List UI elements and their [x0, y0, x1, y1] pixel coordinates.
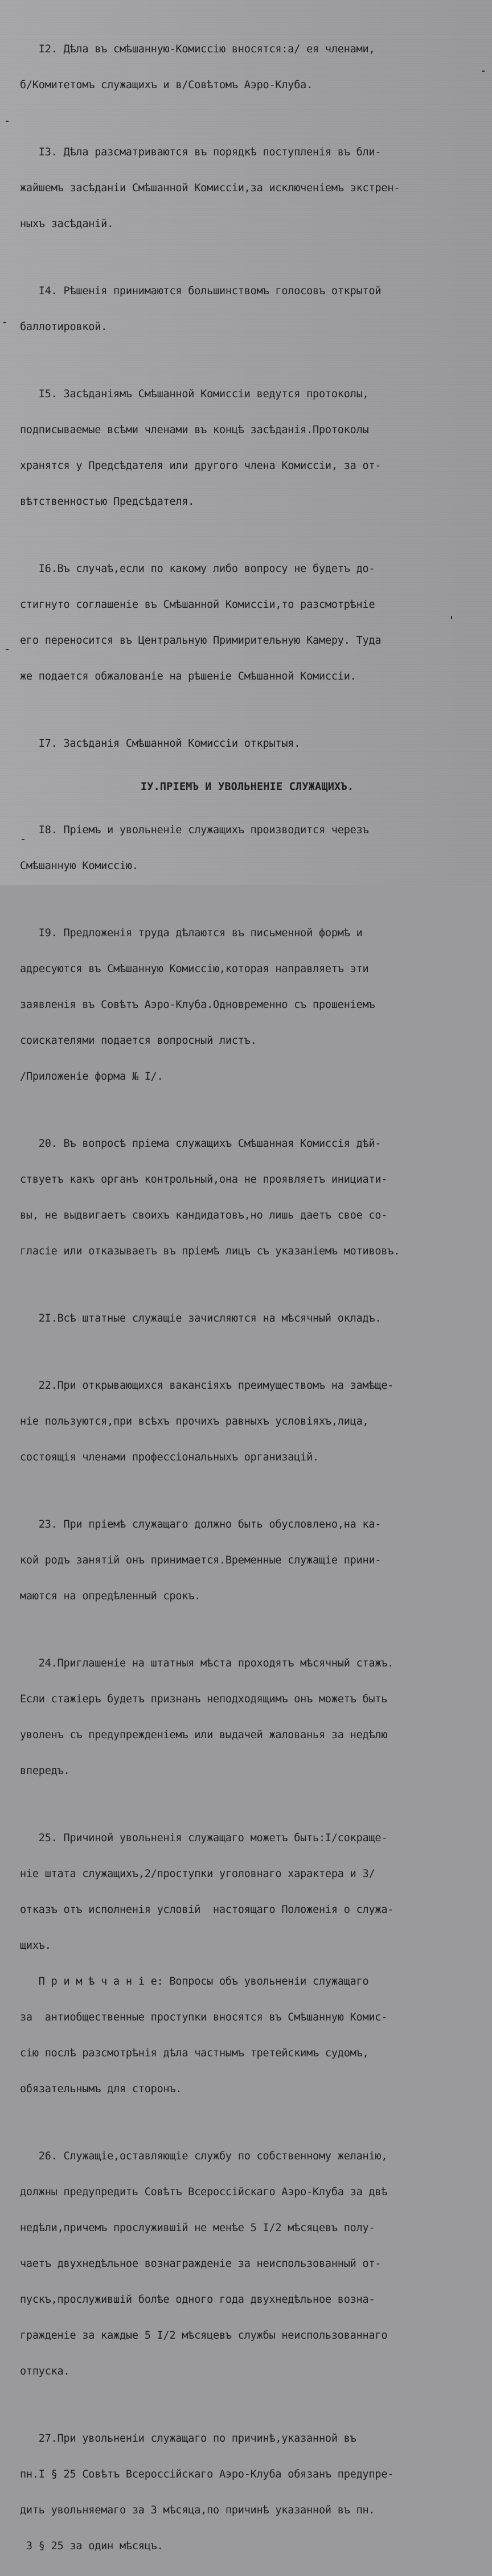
- text-line: Если стажіеръ будетъ признанъ неподходящимъ онъ можетъ быть: [14, 1693, 388, 1705]
- text-line: ніе пользуются,при всѣхъ прочихъ равныхъ условіяхъ,лица,: [14, 1415, 369, 1427]
- paragraph-23: [14, 1495, 481, 1626]
- text-line: 24.Приглашеніе на штатныя мѣста проходятъ мѣсячный стажъ.: [14, 1657, 394, 1669]
- text-line: должны предупредить Совѣтъ Всероссійскаго Аэро-Клуба за двѣ: [14, 2186, 388, 2198]
- text-line: кой родъ занятій онъ принимается.Временные служащіе прини-: [14, 1554, 382, 1566]
- section-heading: IУ.ПРІЕМЪ И УВОЛЬНЕНІЕ СЛУЖАЩИХЪ.: [140, 781, 354, 793]
- typed-page: [14, 19, 481, 2576]
- text-line: чаетъ двухнедѣльное вознагражденіе за неиспользованный от-: [14, 2258, 382, 2270]
- text-line: Смѣшанную Комиссію.: [14, 860, 138, 872]
- text-line: отказъ отъ исполненія условій настоящаго Положенія о служа-: [14, 1904, 394, 1916]
- margin-mark: [6, 121, 9, 122]
- note-line: за антиобщественные проступки вносятся въ Смѣшанную Комис-: [14, 2011, 388, 2023]
- paragraph-24: [14, 1633, 481, 1801]
- text-line: гражденіе за каждые 5 I/2 мѣсяцевъ службы неиспользованнаго: [14, 2330, 388, 2342]
- note-line: обязательнымъ для сторонъ.: [14, 2083, 182, 2095]
- text-line: б/Комитетомъ служащихъ и в/Совѣтомъ Аэро-Клуба.: [14, 79, 313, 91]
- text-line: недѣли,причемъ прослужившій не менѣе 5 I/2 мѣсяцевъ полу-: [14, 2222, 375, 2234]
- text-line: стигнуто соглашеніе въ Смѣшанной Комиссіи,то разсмотрѣніе: [14, 599, 375, 611]
- text-line: маются на опредѣленный срокъ.: [14, 1590, 201, 1602]
- paragraph-12: [14, 19, 481, 115]
- paragraph-18: [14, 800, 481, 896]
- margin-mark: [6, 649, 9, 650]
- text-line: 20. Въ вопросѣ пріема служащихъ Смѣшанная Комиссія дѣй-: [14, 1138, 382, 1150]
- paragraph-25: [14, 1808, 481, 2119]
- text-line: его переносится въ Центральную Примирительную Камеру. Туда: [14, 635, 382, 647]
- text-line: же подается обжалованіе на рѣшеніе Смѣшанной Комиссіи.: [14, 670, 356, 682]
- paragraph-16: [14, 539, 481, 706]
- margin-mark: [3, 322, 6, 323]
- text-line: 2I.Всѣ штатные служащіе зачисляются на мѣсячный окладъ.: [14, 1312, 382, 1324]
- text-line: I2. Дѣла въ смѣшанную-Комиссію вносятся:а/ ея членами,: [14, 43, 375, 55]
- text-line: баллотировкой.: [14, 321, 108, 333]
- paragraph-13: [14, 122, 481, 254]
- paragraph-17: [14, 714, 481, 773]
- paragraph-22: [14, 1356, 481, 1487]
- text-line: адресуются въ Смѣшанную Комиссію,которая направляетъ эти: [14, 963, 369, 975]
- text-line: 27.При увольненіи служащаго по причинѣ,указанной въ: [14, 2433, 356, 2445]
- text-line: I7. Засѣданія Смѣшанной Комиссіи открытыя.: [14, 738, 301, 750]
- paragraph-14: [14, 261, 481, 357]
- paragraph-20: [14, 1114, 481, 1281]
- paragraph-26: [14, 2126, 481, 2401]
- text-line: 26. Служащіе,оставляющіе службу по собственному желанію,: [14, 2150, 388, 2162]
- paragraph-27: [14, 2409, 481, 2576]
- note-line: П р и м ѣ ч а н і е: Вопросы объ увольненіи служащаго: [14, 1976, 369, 1987]
- text-line: ныхъ засѣданій.: [14, 218, 114, 230]
- text-line: 22.При открывающихся вакансіяхъ преимуществомъ на замѣще-: [14, 1380, 394, 1392]
- text-line: I5. Засѣданіямъ Смѣшанной Комиссіи ведутся протоколы,: [14, 388, 369, 400]
- text-line: ствуетъ какъ органъ контрольный,она не проявляетъ инициати-: [14, 1174, 388, 1186]
- text-line: отпуска.: [14, 2365, 70, 2377]
- text-line: заявленія въ Совѣтъ Аэро-Клуба.Одновременно съ прошеніемъ: [14, 999, 375, 1011]
- note-line: сію послѣ разсмотрѣнія дѣла частнымъ третейскимъ судомъ,: [14, 2047, 369, 2059]
- text-line: пн.I § 25 Совѣтъ Всероссійскаго Аэро-Клуба обязанъ предупре-: [14, 2468, 394, 2480]
- text-line: I4. Рѣшенія принимаются большинствомъ голосовъ открытой: [14, 285, 382, 297]
- paragraph-21: [14, 1289, 481, 1348]
- text-line: вѣтственностью Предсѣдателя.: [14, 496, 195, 508]
- paragraph-19: [14, 903, 481, 1106]
- text-line: вы, не выдвигаетъ своихъ кандидатовъ,но лишь даетъ свое со-: [14, 1209, 388, 1221]
- text-line: жайшемъ засѣданіи Смѣшанной Комиссіи,за исключеніемъ экстрен-: [14, 182, 400, 194]
- text-line: гласіе или отказываетъ въ пріемѣ лицъ съ указаніемъ мотивовъ.: [14, 1245, 400, 1257]
- text-line: хранятся у Предсѣдателя или другого члена Комиссіи, за от-: [14, 460, 382, 472]
- text-line: дить увольняемаго за 3 мѣсяца,по причинѣ указанной въ пн.: [14, 2504, 375, 2516]
- text-line: /Приложеніе форма № I/.: [14, 1071, 163, 1083]
- text-line: ніе штата служащихъ,2/проступки уголовнаго характера и 3/: [14, 1868, 375, 1880]
- margin-mark: [22, 839, 24, 840]
- text-line: пускъ,прослужившій болѣе одного года двухнедѣльное возна-: [14, 2294, 375, 2306]
- text-line: впередъ.: [14, 1765, 70, 1777]
- text-line: 23. При пріемѣ служащаго должно быть обусловлено,на ка-: [14, 1519, 382, 1530]
- text-line: состоящія членами профессіональныхъ организацій.: [14, 1451, 319, 1463]
- text-line: I9. Предложенія труда дѣлаются въ письменной формѣ и: [14, 927, 363, 939]
- text-line: 25. Причиной увольненія служащаго можетъ быть:I/сокраще-: [14, 1832, 388, 1844]
- margin-mark: [482, 71, 485, 72]
- text-line: 3 § 25 за один мѣсяцъ.: [14, 2540, 163, 2552]
- text-line: I6.Въ случаѣ,если по какому либо вопросу не будетъ до-: [14, 563, 375, 575]
- text-line: I3. Дѣла разсматриваются въ порядкѣ поступленія въ бли-: [14, 146, 382, 158]
- text-line: уволенъ съ предупрежденіемъ или выдачей жалованья за недѣлю: [14, 1729, 388, 1741]
- paragraph-15: [14, 364, 481, 532]
- text-line: I8. Пріемъ и увольненіе служащихъ производится черезъ: [14, 824, 369, 836]
- margin-mark: [451, 616, 452, 619]
- text-line: соискателями подается вопросный листъ.: [14, 1035, 257, 1047]
- text-line: щихъ.: [14, 1940, 51, 1952]
- text-line: подписываемые всѣми членами въ концѣ засѣданія.Протоколы: [14, 424, 369, 436]
